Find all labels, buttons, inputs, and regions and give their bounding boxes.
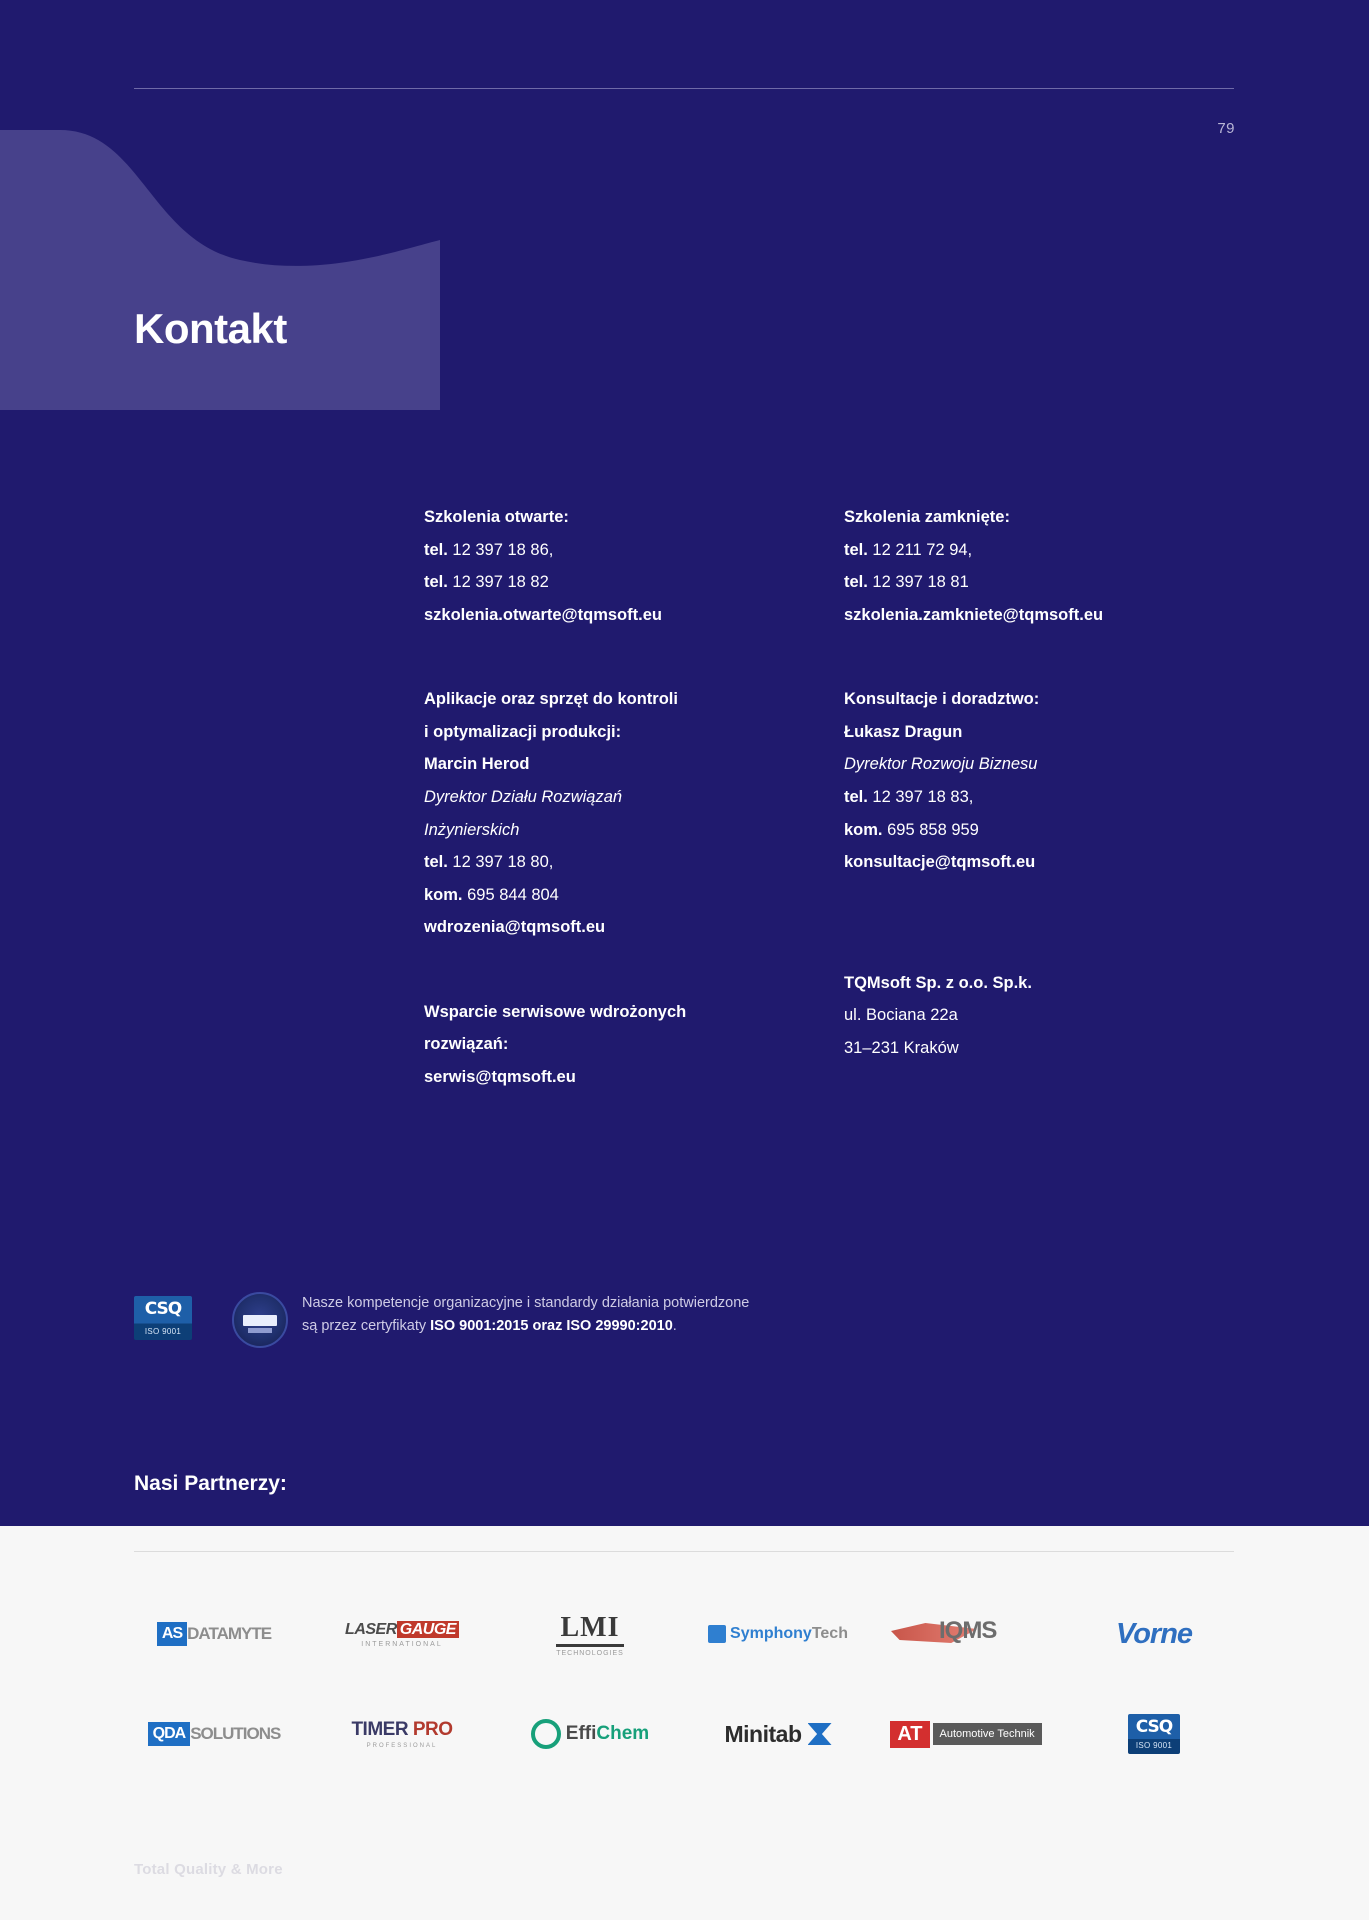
value-kom: 695 844 804	[462, 885, 559, 904]
company-address-block	[844, 971, 1204, 1062]
asdatamyte-mark: AS	[157, 1622, 187, 1646]
block-heading: Aplikacje oraz sprzęt do kontroli	[424, 690, 678, 709]
contact-block-service-support	[424, 1000, 784, 1091]
contact-line	[844, 570, 1204, 596]
label-kom: kom.	[424, 885, 463, 904]
page-number: 79	[1217, 120, 1235, 137]
partner-logo-symphonytech[interactable]	[684, 1584, 872, 1684]
contact-line	[844, 818, 1204, 844]
value-tel: 12 397 18 83,	[867, 787, 974, 806]
csq-partner-subtitle: ISO 9001	[1135, 1741, 1173, 1750]
contact-block-applications	[424, 687, 784, 941]
partner-logo-asdatamyte[interactable]	[120, 1584, 308, 1684]
effichem-word2: Chem	[596, 1723, 650, 1744]
certification-text-line2-suffix: .	[672, 1318, 677, 1335]
partner-logo-effichem[interactable]	[496, 1684, 684, 1784]
symphonytech-icon	[708, 1625, 726, 1643]
contact-person-role: Dyrektor Działu Rozwiązań	[424, 787, 623, 806]
symphonytech-word1: Symphony	[730, 1625, 812, 1642]
partners-heading: Nasi Partnerzy:	[134, 1472, 287, 1495]
header-divider	[134, 88, 1234, 89]
email-link[interactable]: szkolenia.otwarte@tqmsoft.eu	[424, 605, 662, 624]
label-tel: tel.	[844, 787, 868, 806]
partner-logo-minitab[interactable]	[684, 1684, 872, 1784]
block-heading: Szkolenia zamknięte:	[844, 508, 1010, 526]
footer-tagline: Total Quality & More	[134, 1861, 283, 1878]
lasergauge-word2: GAUGE	[397, 1621, 459, 1638]
contact-line	[424, 883, 784, 909]
certifications-row	[134, 1292, 1234, 1362]
partner-logo-row	[120, 1684, 1250, 1784]
qda-wordmark: SOLUTIONS	[190, 1724, 281, 1743]
company-city: 31–231 Kraków	[844, 1038, 959, 1057]
partner-logo-at-technik[interactable]	[872, 1684, 1060, 1784]
contact-person-name: Łukasz Dragun	[844, 722, 963, 741]
vorne-wordmark: Vorne	[1115, 1617, 1193, 1650]
minitab-wordmark: Minitab	[724, 1720, 802, 1747]
lmi-subtitle: TECHNOLOGIES	[556, 1649, 624, 1657]
value-tel: 12 397 18 80,	[447, 853, 554, 872]
value-tel: 12 397 18 81	[867, 573, 969, 592]
value-tel: 12 211 72 94,	[867, 540, 973, 559]
effichem-word1: Effi	[565, 1723, 597, 1744]
iqnet-certification-badge	[232, 1292, 288, 1348]
at-wordmark: Automotive Technik	[933, 1723, 1042, 1745]
partners-panel	[0, 1526, 1369, 1920]
minitab-icon	[808, 1723, 832, 1745]
label-tel: tel.	[424, 573, 448, 592]
email-link[interactable]: szkolenia.zamkniete@tqmsoft.eu	[844, 605, 1104, 624]
timerpro-word2: PRO	[412, 1719, 453, 1740]
decorative-wave-shape	[0, 130, 440, 410]
block-heading: Szkolenia otwarte:	[424, 508, 569, 526]
partner-logo-row	[120, 1584, 1250, 1684]
csq-certification-badge	[134, 1296, 192, 1340]
partner-logo-timer-pro[interactable]	[308, 1684, 496, 1784]
contact-column-right	[844, 505, 1204, 1094]
iqms-wordmark: IQMS	[939, 1617, 997, 1644]
label-tel: tel.	[844, 540, 868, 559]
lmi-wordmark: LMI	[556, 1612, 624, 1647]
lasergauge-word1: LASER	[345, 1620, 397, 1638]
at-mark: AT	[890, 1721, 929, 1748]
effichem-ring-icon	[531, 1719, 561, 1749]
qda-mark: QDA	[148, 1722, 191, 1746]
certification-text-line1: Nasze kompetencje organizacyjne i standardy działania potwierdzone	[302, 1295, 750, 1311]
contact-line	[424, 538, 784, 564]
value-tel: 12 397 18 86,	[447, 540, 554, 559]
partner-logo-csq[interactable]	[1060, 1684, 1248, 1784]
contact-line	[424, 570, 784, 596]
csq-badge-subtitle: ISO 9001	[144, 1327, 182, 1336]
certification-standards: ISO 9001:2015 oraz ISO 29990:2010	[430, 1318, 673, 1335]
block-heading-second-line: i optymalizacji produkcji:	[424, 722, 622, 741]
certification-text-line2-prefix: są przez certyfikaty	[302, 1318, 431, 1335]
label-kom: kom.	[844, 820, 883, 839]
company-street: ul. Bociana 22a	[844, 1006, 958, 1025]
contact-person-role: Dyrektor Rozwoju Biznesu	[844, 755, 1038, 774]
lasergauge-subtitle: INTERNATIONAL	[361, 1640, 443, 1648]
partner-logo-lmi[interactable]	[496, 1584, 684, 1684]
contact-block-consulting	[844, 687, 1204, 875]
contact-person-role-second-line: Inżynierskich	[424, 820, 520, 839]
block-heading: Wsparcie serwisowe wdrożonych	[424, 1002, 687, 1021]
page-title: Kontakt	[134, 305, 287, 352]
block-heading: Konsultacje i doradztwo:	[844, 690, 1040, 709]
value-kom: 695 858 959	[882, 820, 979, 839]
contact-column-left	[424, 505, 784, 1123]
csq-badge-title: CSQ	[144, 1299, 182, 1319]
symphonytech-word2: Tech	[811, 1625, 848, 1642]
asdatamyte-wordmark: DATAMYTE	[187, 1624, 272, 1643]
label-tel: tel.	[424, 853, 448, 872]
contact-line	[844, 785, 1204, 811]
block-heading-second-line: rozwiązań:	[424, 1035, 509, 1054]
email-link[interactable]: konsultacje@tqmsoft.eu	[844, 853, 1036, 872]
label-tel: tel.	[844, 573, 868, 592]
partners-divider	[134, 1551, 1234, 1552]
timerpro-subtitle: PROFESSIONAL	[366, 1743, 438, 1749]
partner-logo-iqms[interactable]	[872, 1584, 1060, 1684]
partner-logo-vorne[interactable]	[1060, 1584, 1248, 1684]
contact-block-open-trainings	[424, 505, 784, 628]
certification-text	[302, 1292, 922, 1339]
csq-partner-title: CSQ	[1135, 1717, 1173, 1737]
company-name: TQMsoft Sp. z o.o. Sp.k.	[844, 973, 1032, 992]
value-tel: 12 397 18 82	[447, 573, 549, 592]
partner-logo-grid	[120, 1584, 1250, 1784]
contact-line	[424, 850, 784, 876]
timerpro-word1: TIMER	[351, 1719, 413, 1740]
contact-line	[844, 538, 1204, 564]
partner-logo-qda-solutions[interactable]	[120, 1684, 308, 1784]
partner-logo-laser-gauge[interactable]	[308, 1584, 496, 1684]
email-link[interactable]: serwis@tqmsoft.eu	[424, 1067, 576, 1086]
email-link[interactable]: wdrozenia@tqmsoft.eu	[424, 918, 606, 937]
contact-person-name: Marcin Herod	[424, 755, 530, 774]
contact-block-closed-trainings	[844, 505, 1204, 628]
label-tel: tel.	[424, 540, 448, 559]
